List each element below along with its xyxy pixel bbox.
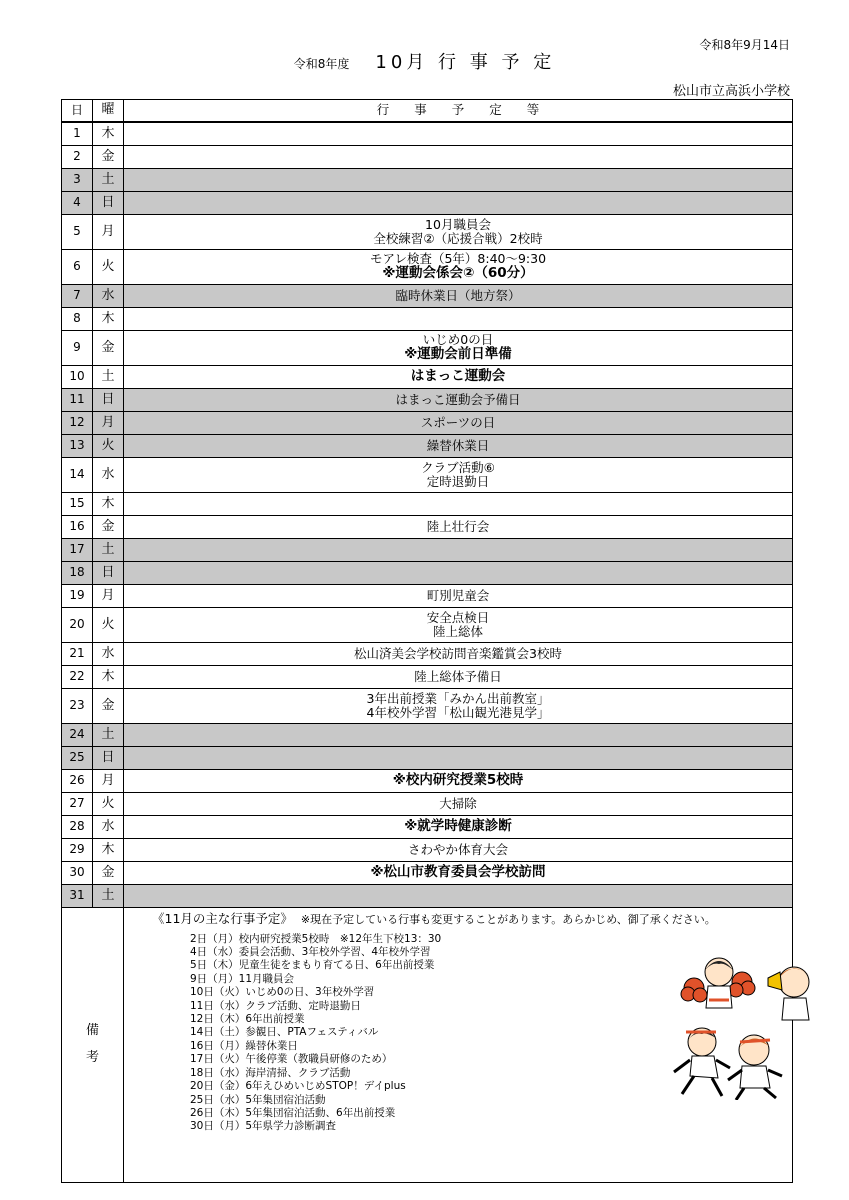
events-cell [124, 585, 793, 608]
schedule-body [62, 100, 793, 1183]
schedule-row [62, 250, 793, 285]
november-event-item: 18日（水）海岸清掃、クラブ活動 [190, 1066, 351, 1079]
event-text: 陸上壮行会 [426, 518, 490, 534]
day-cell: 7 [62, 285, 93, 308]
day-cell: 16 [62, 516, 93, 539]
weekday-column-header: 曜 [93, 100, 124, 123]
remarks-content [124, 908, 793, 1183]
events-cell [124, 643, 793, 666]
event-text: さわやか体育大会 [407, 841, 508, 857]
remarks-note: ※現在予定している行事も変更することがあります。あらかじめ、御了承ください。 [300, 913, 716, 926]
events-cell [124, 724, 793, 747]
schedule-row [62, 493, 793, 516]
november-event-item: 5日（木）児童生徒をまもり育てる日、6年出前授業 [190, 959, 435, 972]
weekday-cell: 金 [93, 331, 124, 366]
events-cell [124, 122, 793, 146]
november-event-item: 17日（火）午後停業（教職員研修のため） [190, 1053, 393, 1066]
events-cell [124, 412, 793, 435]
event-text: 10月職員会 [425, 216, 491, 232]
event-text: 陸上総体 [432, 624, 483, 639]
schedule-row [62, 816, 793, 839]
day-cell: 8 [62, 308, 93, 331]
events-cell [124, 250, 793, 285]
events-cell [124, 285, 793, 308]
schedule-row [62, 862, 793, 885]
schedule-row [62, 516, 793, 539]
document-date: 令和8年9月14日 [699, 38, 790, 52]
november-event-item: 16日（月）繰替休業日 [190, 1039, 298, 1052]
day-cell: 23 [62, 689, 93, 724]
day-cell: 19 [62, 585, 93, 608]
weekday-cell: 土 [93, 539, 124, 562]
november-event-item: 2日（月）校内研究授業5校時 ※12年生下校13：30 [190, 932, 442, 945]
events-cell [124, 308, 793, 331]
fiscal-year: 令和8年度 [293, 57, 350, 71]
children-running-illustration [664, 950, 834, 1100]
schedule-row [62, 747, 793, 770]
weekday-cell: 月 [93, 585, 124, 608]
remarks-row [62, 908, 793, 1183]
schedule-row [62, 608, 793, 643]
weekday-cell: 水 [93, 458, 124, 493]
weekday-cell: 月 [93, 412, 124, 435]
day-cell: 30 [62, 862, 93, 885]
schedule-row [62, 539, 793, 562]
events-cell [124, 666, 793, 689]
schedule-row [62, 562, 793, 585]
schedule-row [62, 585, 793, 608]
schedule-row [62, 389, 793, 412]
event-text: ※運動会係会②（60分） [382, 265, 534, 282]
weekday-cell: 土 [93, 885, 124, 908]
event-text: 定時退勤日 [426, 474, 490, 489]
schedule-row [62, 412, 793, 435]
events-cell [124, 215, 793, 250]
remarks-label-1: 備 [85, 1023, 99, 1039]
event-text: モアレ検査（5年）8:40～9:30 [369, 251, 547, 267]
remarks-label [62, 908, 124, 1183]
november-event-item: 25日（水）5年集団宿泊活動 [190, 1093, 326, 1106]
event-text: クラブ活動⑥ [421, 459, 495, 475]
events-cell [124, 689, 793, 724]
schedule-row [62, 366, 793, 389]
event-text: 3年出前授業「みかん出前教室」 [366, 690, 550, 706]
events-column-header: 行 事 予 定 等 [124, 100, 793, 123]
day-cell: 25 [62, 747, 93, 770]
event-text: はまっこ運動会予備日 [395, 391, 521, 407]
events-cell [124, 493, 793, 516]
weekday-cell: 火 [93, 250, 124, 285]
event-text: 町別児童会 [426, 587, 490, 603]
event-text: 繰替休業日 [426, 437, 490, 453]
weekday-cell: 木 [93, 493, 124, 516]
event-text: ※松山市教育委員会学校訪問 [370, 864, 546, 881]
schedule-row [62, 285, 793, 308]
day-cell: 21 [62, 643, 93, 666]
events-cell [124, 169, 793, 192]
weekday-cell: 土 [93, 724, 124, 747]
day-cell: 11 [62, 389, 93, 412]
november-event-item: 20日（金）6年えひめいじめSTOP！デイplus [190, 1080, 406, 1093]
weekday-cell: 月 [93, 215, 124, 250]
day-cell: 15 [62, 493, 93, 516]
schedule-row [62, 666, 793, 689]
event-text: はまっこ運動会 [410, 368, 506, 385]
event-text: 全校練習②（応援合戦）2校時 [373, 231, 543, 246]
day-cell: 31 [62, 885, 93, 908]
event-text: 陸上総体予備日 [414, 668, 502, 684]
title-text: 10月 行 事 予 定 [375, 52, 556, 73]
schedule-row [62, 689, 793, 724]
schedule-row [62, 308, 793, 331]
remarks-heading-line [124, 908, 792, 927]
event-text: 松山済美会学校訪問音楽鑑賞会3校時 [354, 645, 562, 661]
events-cell [124, 770, 793, 793]
events-cell [124, 839, 793, 862]
day-cell: 28 [62, 816, 93, 839]
schedule-row [62, 793, 793, 816]
events-cell [124, 458, 793, 493]
day-cell: 1 [62, 122, 93, 146]
events-cell [124, 608, 793, 643]
weekday-cell: 金 [93, 516, 124, 539]
day-cell: 3 [62, 169, 93, 192]
weekday-cell: 月 [93, 770, 124, 793]
november-event-item: 30日（月）5年県学力診断調査 [190, 1120, 337, 1133]
schedule-row [62, 458, 793, 493]
weekday-cell: 金 [93, 689, 124, 724]
event-text: ※校内研究授業5校時 [392, 772, 524, 789]
event-text: ※就学時健康診断 [404, 818, 512, 835]
events-cell [124, 389, 793, 412]
events-cell [124, 539, 793, 562]
event-text: 4年校外学習「松山観光港見学」 [366, 705, 550, 720]
event-text: 臨時休業日（地方祭） [395, 287, 521, 303]
schedule-row [62, 770, 793, 793]
day-cell: 22 [62, 666, 93, 689]
remarks-heading: 《11月の主な行事予定》 [152, 911, 293, 926]
day-cell: 24 [62, 724, 93, 747]
november-event-item: 9日（月）11月職員会 [190, 972, 295, 985]
day-cell: 27 [62, 793, 93, 816]
schedule-row [62, 192, 793, 215]
events-cell [124, 562, 793, 585]
weekday-cell: 日 [93, 562, 124, 585]
weekday-cell: 金 [93, 146, 124, 169]
day-cell: 26 [62, 770, 93, 793]
remarks-label-2: 考 [85, 1050, 99, 1065]
weekday-cell: 木 [93, 308, 124, 331]
day-cell: 12 [62, 412, 93, 435]
november-event-item: 12日（木）6年出前授業 [190, 1013, 305, 1026]
schedule-row [62, 146, 793, 169]
weekday-cell: 日 [93, 389, 124, 412]
events-cell [124, 793, 793, 816]
schedule-row [62, 435, 793, 458]
schedule-row [62, 122, 793, 146]
weekday-cell: 水 [93, 285, 124, 308]
schedule-row [62, 215, 793, 250]
weekday-cell: 日 [93, 747, 124, 770]
weekday-cell: 土 [93, 169, 124, 192]
header-row [62, 100, 793, 123]
schedule-row [62, 169, 793, 192]
school-name: 松山市立高浜小学校 [672, 84, 790, 99]
day-cell: 13 [62, 435, 93, 458]
weekday-cell: 火 [93, 793, 124, 816]
weekday-cell: 木 [93, 122, 124, 146]
events-cell [124, 331, 793, 366]
weekday-cell: 木 [93, 666, 124, 689]
weekday-cell: 金 [93, 862, 124, 885]
november-event-item: 10日（火）いじめ0の日、3年校外学習 [190, 986, 375, 999]
events-cell [124, 516, 793, 539]
event-text: スポーツの日 [420, 414, 496, 430]
weekday-cell: 火 [93, 608, 124, 643]
event-text: ※運動会前日準備 [404, 346, 512, 363]
weekday-cell: 水 [93, 643, 124, 666]
day-cell: 2 [62, 146, 93, 169]
page-title [0, 48, 849, 74]
weekday-cell: 土 [93, 366, 124, 389]
events-cell [124, 435, 793, 458]
november-event-item: 4日（水）委員会活動、3年校外学習、4年校外学習 [190, 946, 431, 959]
weekday-cell: 日 [93, 192, 124, 215]
events-cell [124, 816, 793, 839]
events-cell [124, 146, 793, 169]
november-event-item: 14日（土）参観日、PTAフェスティバル [190, 1026, 379, 1039]
weekday-cell: 木 [93, 839, 124, 862]
november-event-item: 26日（木）5年集団宿泊活動、6年出前授業 [190, 1106, 396, 1119]
events-cell [124, 366, 793, 389]
day-cell: 18 [62, 562, 93, 585]
day-cell: 20 [62, 608, 93, 643]
schedule-row [62, 331, 793, 366]
weekday-cell: 火 [93, 435, 124, 458]
event-text: 安全点検日 [426, 609, 490, 625]
day-cell: 29 [62, 839, 93, 862]
event-text: 大掃除 [439, 795, 477, 811]
event-text: いじめ0の日 [422, 332, 494, 348]
day-cell: 5 [62, 215, 93, 250]
events-cell [124, 862, 793, 885]
day-column-header: 日 [62, 100, 93, 123]
schedule-row [62, 643, 793, 666]
november-event-item: 11日（水）クラブ活動、定時退勤日 [190, 999, 361, 1012]
schedule-row [62, 839, 793, 862]
schedule-row [62, 885, 793, 908]
schedule-row [62, 724, 793, 747]
weekday-cell: 水 [93, 816, 124, 839]
day-cell: 6 [62, 250, 93, 285]
events-cell [124, 747, 793, 770]
schedule-table [61, 99, 793, 1183]
day-cell: 10 [62, 366, 93, 389]
events-cell [124, 192, 793, 215]
events-cell [124, 885, 793, 908]
day-cell: 14 [62, 458, 93, 493]
day-cell: 4 [62, 192, 93, 215]
day-cell: 9 [62, 331, 93, 366]
day-cell: 17 [62, 539, 93, 562]
